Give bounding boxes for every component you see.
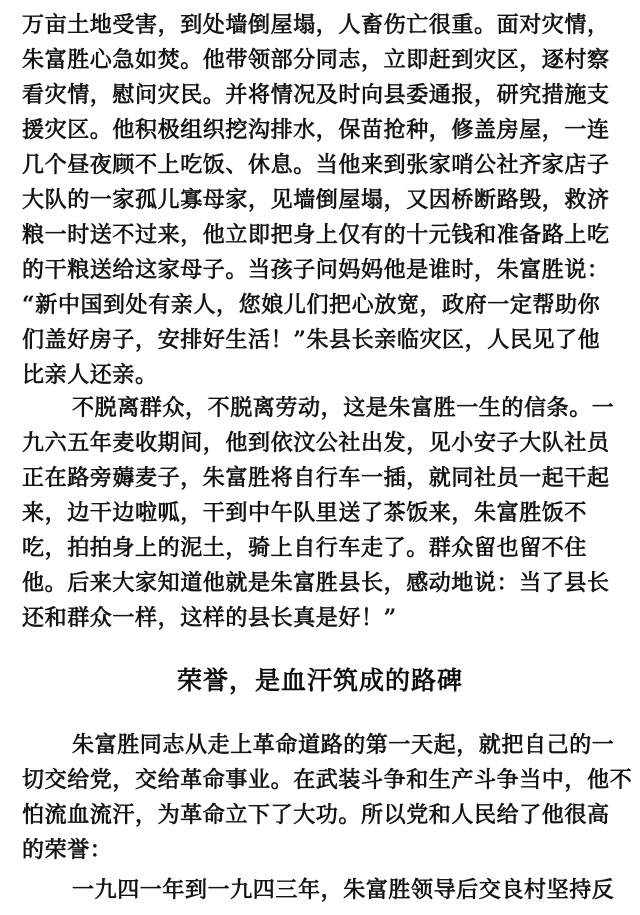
text-line: 来，边干边啦呱，干到中午队里送了茶饭来，朱富胜饭不 [22, 500, 588, 526]
text-line: 几个昼夜顾不上吃饭、休息。当他来到张家哨公社齐家店子 [22, 152, 610, 178]
text-line: 怕流血流汗，为革命立下了大功。所以党和人民给了他很高 [22, 802, 610, 828]
text-line: 朱富胜心急如焚。他带领部分同志，立即赶到灾区，逐村察 [22, 47, 610, 73]
text-line: 的荣誉： [22, 837, 113, 863]
text-line: 不脱离群众，不脱离劳动，这是朱富胜一生的信条。一 [72, 395, 615, 421]
text-line: 吃，拍拍身上的泥土，骑上自行车走了。群众留也留不住 [22, 535, 588, 561]
text-line: 一九四一年到一九四三年，朱富胜领导后交良村坚持反 [72, 877, 615, 903]
text-line: 还和群众一样，这样的县长真是好！” [22, 605, 397, 631]
text-line: 九六五年麦收期间，他到依汶公社出发，见小安子大队社员 [22, 430, 610, 456]
text-line: 大队的一家孤儿寡母家，见墙倒屋塌，又因桥断路毁，救济 [22, 187, 610, 213]
text-line: 切交给党，交给革命事业。在武装斗争和生产斗争当中，他不 [22, 767, 633, 793]
text-line: 正在路旁薅麦子，朱富胜将自行车一插，就同社员一起干起 [22, 465, 610, 491]
text-line: 粮一时送不过来，他立即把身上仅有的十元钱和准备路上吃 [22, 222, 610, 248]
text-line: 万亩土地受害，到处墙倒屋塌，人畜伤亡很重。面对灾情， [22, 12, 610, 38]
text-line: 他。后来大家知道他就是朱富胜县长，感动地说：当了县长 [22, 570, 610, 596]
section-heading: 荣誉，是血汗筑成的路碑 [176, 666, 463, 695]
text-line: 看灾情，慰问灾民。并将情况及时向县委通报，研究措施支 [22, 82, 610, 108]
text-line: 比亲人还亲。 [22, 362, 158, 388]
text-line: “新中国到处有亲人，您娘儿们把心放宽，政府一定帮助你 [22, 292, 601, 318]
text-line: 们盖好房子，安排好生活！”朱县长亲临灾区，人民见了他 [22, 327, 601, 353]
text-line: 援灾区。他积极组织挖沟排水，保苗抢种，修盖房屋，一连 [22, 117, 610, 143]
text-line: 朱富胜同志从走上革命道路的第一天起，就把自己的一 [72, 732, 615, 758]
text-line: 的干粮送给这家母子。当孩子问妈妈他是谁时，朱富胜说： [22, 257, 610, 283]
